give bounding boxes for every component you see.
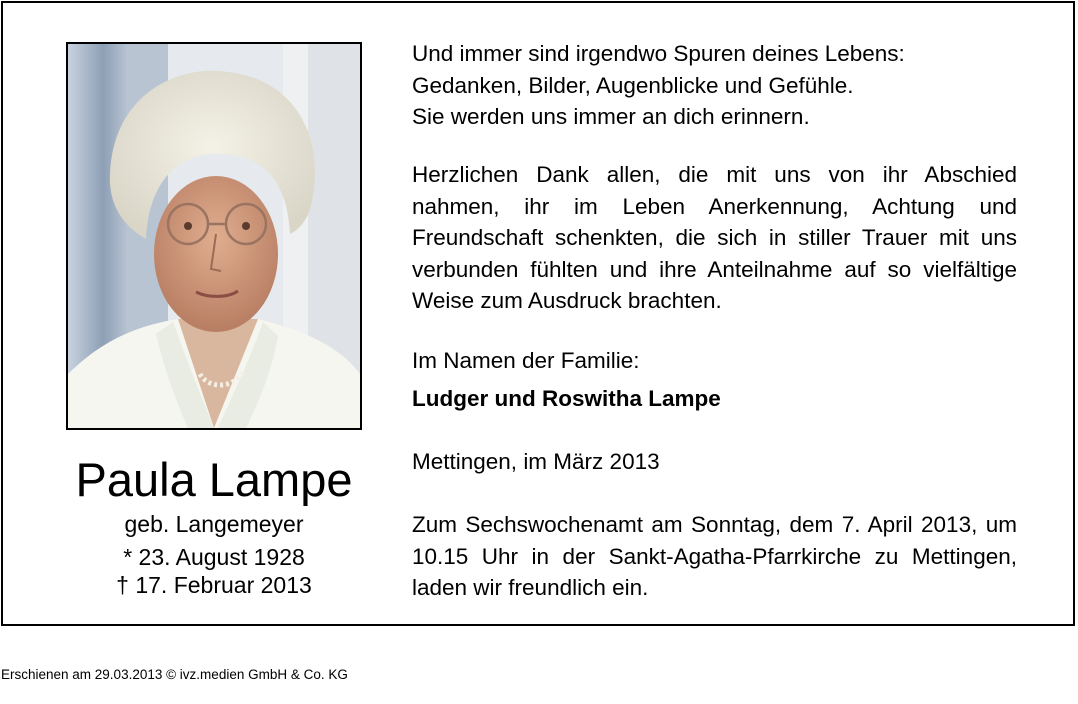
service-paragraph: Zum Sechswochenamt am Sonntag, dem 7. April 2013, um 10.15 Uhr in der Sankt-Agatha-Pfarrkirche zu Mettingen, laden wir freundlich ein.	[412, 512, 1017, 600]
verse	[412, 38, 1017, 133]
thanks-paragraph: Herzlichen Dank allen, die mit uns von ihr Abschied nahmen, ihr im Leben Anerkennung, Achtung und Freundschaft schenkten, die sich in stiller Trauer mit uns verbunden fühlten und ihre Anteilnahme auf so vielfältige Weise zum Ausdruck brachten.	[412, 162, 1017, 313]
portrait-photo	[66, 42, 362, 430]
birth-date: * 23. August 1928	[123, 544, 305, 570]
death-date: † 17. Februar 2013	[116, 572, 312, 598]
verse-line: Und immer sind irgendwo Spuren deines Lebens:	[412, 41, 905, 66]
family-names: Ludger und Roswitha Lampe	[412, 386, 721, 411]
verse-line: Gedanken, Bilder, Augenblicke und Gefühle.	[412, 72, 854, 98]
deceased-name: Paula Lampe	[75, 453, 353, 506]
family-intro: Im Namen der Familie:	[412, 348, 640, 373]
verse-line: Sie werden uns immer an dich erinnern.	[412, 104, 810, 129]
place-date: Mettingen, im März 2013	[412, 449, 660, 474]
publication-footer: Erschienen am 29.03.2013 © ivz.medien GmbH & Co. KG	[1, 667, 348, 682]
obituary-notice	[1, 1, 1075, 626]
maiden-name: geb. Langemeyer	[124, 511, 304, 537]
